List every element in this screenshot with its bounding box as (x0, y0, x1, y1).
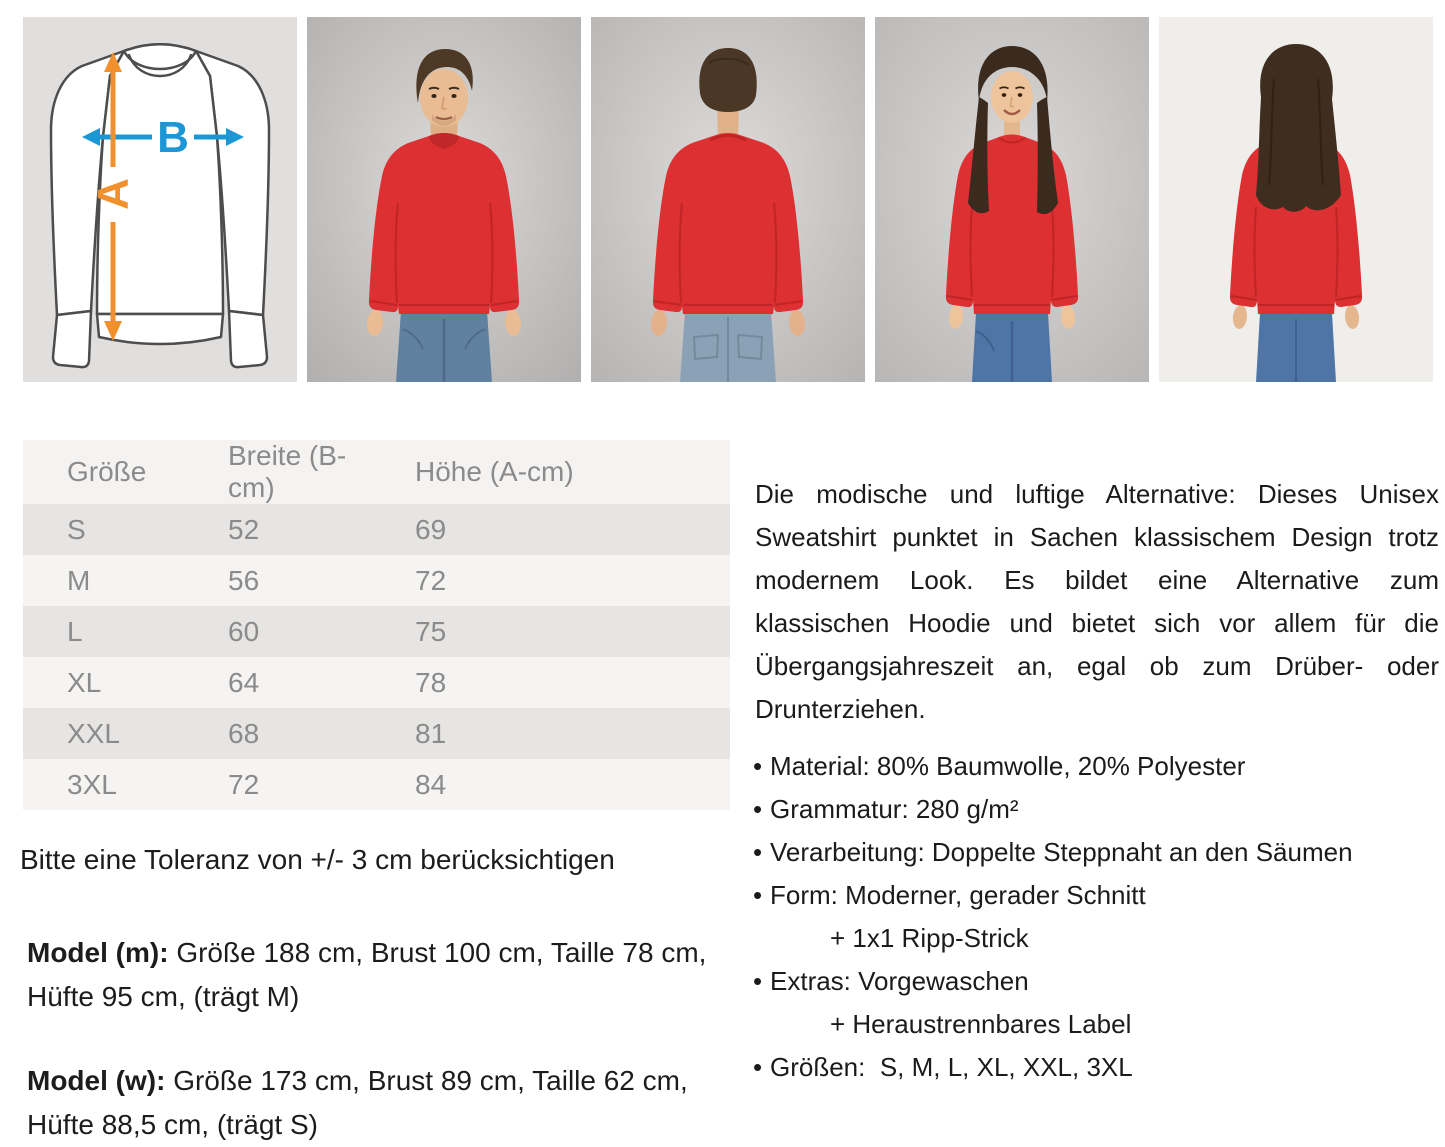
cell-size: 3XL (67, 768, 117, 800)
product-details-list (753, 745, 1445, 1089)
detail-material: • Material: 80% Baumwolle, 20% Polyester (753, 745, 1445, 788)
size-table-header-row (23, 440, 730, 504)
cell-hoehe: 72 (415, 564, 447, 596)
model-m-text: Größe 188 cm, Brust 100 cm, Taille 78 cm, Hüfte 95 cm, (trägt M) (27, 937, 707, 1012)
model-m-label: Model (m): (27, 937, 169, 968)
size-diagram-sketch (23, 17, 297, 382)
detail-verarbeitung: • Verarbeitung: Doppelte Steppnaht an den Säumen (753, 831, 1445, 874)
detail-extras-cont: + Heraustrennbares Label (830, 1009, 1132, 1039)
cell-breite: 52 (228, 513, 260, 545)
sweatshirt-measure-diagram (23, 17, 297, 382)
cell-hoehe: 75 (415, 615, 447, 647)
model-photo-man-back (591, 17, 865, 382)
table-row-3xl (23, 759, 730, 810)
width-label: B (157, 113, 189, 162)
detail-form-cont: + 1x1 Ripp-Strick (830, 923, 1029, 953)
col-header-breite: Breite (B-cm) (228, 440, 347, 503)
cell-size: XXL (67, 717, 120, 749)
height-label: A (88, 178, 138, 210)
product-description: Die modische und luftige Alternative: Dieses Unisex Sweatshirt punktet in Sachen klassischem Design trotz modernem Look. Es bildet eine Alternative zum klassischen Hoodie und bietet sich vor allem für die Übergangsjahreszeit an, egal ob zum Drüber- oder Drunterziehen. (755, 479, 1439, 724)
col-header-groesse: Größe (67, 456, 147, 487)
cell-hoehe: 84 (415, 768, 447, 800)
cell-size: S (67, 513, 86, 545)
col-header-hoehe: Höhe (A-cm) (415, 456, 574, 487)
model-photo-man-front (307, 17, 581, 382)
cell-hoehe: 69 (415, 513, 447, 545)
model-w-text: Größe 173 cm, Brust 89 cm, Taille 62 cm, Hüfte 88,5 cm, (trägt S) (27, 1065, 688, 1140)
woman-back-illustration (1159, 17, 1433, 382)
cell-size: L (67, 615, 83, 647)
detail-extras: • Extras: Vorgewaschen (753, 960, 1445, 1003)
woman-front-illustration (875, 17, 1149, 382)
cell-hoehe: 78 (415, 666, 447, 698)
cell-breite: 60 (228, 615, 260, 647)
model-w-info (27, 1059, 724, 1147)
table-row-l (23, 606, 730, 657)
man-back-illustration (591, 17, 865, 382)
product-image-gallery (23, 17, 1433, 382)
cell-breite: 56 (228, 564, 260, 596)
model-m-info (27, 931, 724, 1019)
detail-grammatur: • Grammatur: 280 g/m² (753, 788, 1445, 831)
cell-hoehe: 81 (415, 717, 447, 749)
model-photo-woman-back (1159, 17, 1433, 382)
table-row-s (23, 504, 730, 555)
detail-form: • Form: Moderner, gerader Schnitt (753, 874, 1445, 917)
cell-breite: 64 (228, 666, 260, 698)
size-table-section (23, 440, 730, 810)
man-front-illustration (307, 17, 581, 382)
detail-groessen: • Größen: S, M, L, XL, XXL, 3XL (753, 1046, 1445, 1089)
cell-size: XL (67, 666, 102, 698)
table-row-xl (23, 657, 730, 708)
cell-size: M (67, 564, 91, 596)
cell-breite: 72 (228, 768, 260, 800)
table-row-xxl (23, 708, 730, 759)
tolerance-note: Bitte eine Toleranz von +/- 3 cm berücksichtigen (20, 844, 615, 875)
table-row-m (23, 555, 730, 606)
model-photo-woman-front (875, 17, 1149, 382)
size-table (23, 440, 730, 810)
cell-breite: 68 (228, 717, 260, 749)
model-w-label: Model (w): (27, 1065, 166, 1096)
